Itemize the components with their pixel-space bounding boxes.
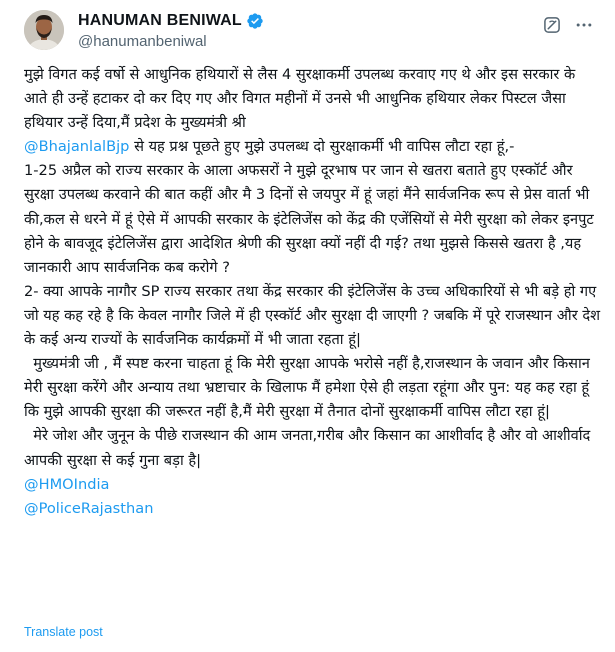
- mention-bhajanlalbjp[interactable]: @BhajanlalBjp: [24, 138, 130, 156]
- handle[interactable]: @hanumanbeniwal: [78, 33, 207, 50]
- grok-icon[interactable]: [541, 14, 563, 36]
- translate-post-link[interactable]: Translate post: [24, 625, 103, 639]
- tweet-paragraph-question-2: 2- क्या आपके नागौर SP राज्य सरकार तथा केंद्र सरकार की इंटेलिजेंस के उच्च अधिकारियों से भी बड़े हो गए जो यह कह रहे है कि केवल नागौर जिले में ही एस्कॉर्ट और सुरक्षा दी जाएगी ? जबकि में पूरे राजस्थान और देश के कई अन्य राज्यों के सार्वजनिक कार्यक्रमों में भी जाता रहता हूं|: [24, 282, 605, 349]
- tweet-header: [24, 10, 595, 62]
- intro-text: मुझे विगत कई वर्षो से आधुनिक हथियारों से लैस 4 सुरक्षाकर्मी उपलब्ध करवाए गए थे और इस सरकार के आते ही उन्हें हटाकर दो कर दिए गए और विगत महीनों में उनसे भी आधुनिक हथियार लेकर पिस्टल जैसा हथियार उन्हें दिया,मैं प्रदेश के मुख्यमंत्री श्री: [24, 66, 580, 132]
- tweet-text: [24, 63, 605, 521]
- avatar[interactable]: [24, 10, 64, 50]
- tweet-paragraph-statement: मुख्यमंत्री जी , मैं स्पष्ट करना चाहता हूं कि मेरी सुरक्षा आपके भरोसे नहीं है,राजस्थान के जवान और किसान मेरी सुरक्षा करेंगे और अन्याय तथा भ्रष्टाचार के खिलाफ मैं हमेशा ऐसे ही लड़ता रहूंगा और पुन: यह कह रहा हूं कि मुझे आपकी सुरक्षा की जरूरत नहीं है,मैं मेरी सुरक्षा में तैनात दोनों सुरक्षाकर्मी वापिस लौटा रहा हूं|: [24, 355, 595, 421]
- more-options-icon[interactable]: [573, 14, 595, 36]
- display-name[interactable]: HANUMAN BENIWAL: [78, 12, 242, 29]
- tweet-paragraph-intro: [24, 63, 601, 159]
- mention-policerajasthan[interactable]: @PoliceRajasthan: [24, 499, 154, 517]
- mention-hmoindia[interactable]: @HMOIndia: [24, 475, 110, 493]
- tweet-paragraph-question-1: 1-25 अप्रैल को राज्य सरकार के आला अफसरों ने मुझे दूरभाष पर जान से खतरा बताते हुए एस्कॉर्ट और सुरक्षा उपलब्ध करवाने की बात कहीं और मै 3 दिनों से जयपुर में हूं जहां मैंने सार्वजनिक रूप से प्रेस वार्ता भी की,कल से धरने में हूं ऐसे में आपकी सरकार के इंटेलिजेंस को केंद्र की एजेंसियों से मेरी सुरक्षा को लेकर इनपुट होने के बावजूद इंटेलिजेंस द्वारा आदेशित श्रेणी की सुरक्षा क्यों नहीं दी गई? तथा मुझसे किससे खतरा है ,यह जानकारी आप सार्वजनिक कब करोगे ?: [24, 162, 599, 276]
- verified-badge-icon: [246, 12, 264, 30]
- tweet-paragraph-closing: मेरे जोश और जुनून के पीछे राजस्थान की आम जनता,गरीब और किसान का आशीर्वाद है और वो आशीर्वाद आपकी सुरक्षा से कई गुना बड़ा है|: [24, 427, 595, 469]
- header-actions: [541, 14, 595, 36]
- intro-text-end: से यह प्रश्न पूछते हुए मुझे उपलब्ध दो सुरक्षाकर्मी भी वापिस लौटा रहा हूं,-: [129, 138, 515, 156]
- author-info: [78, 10, 264, 50]
